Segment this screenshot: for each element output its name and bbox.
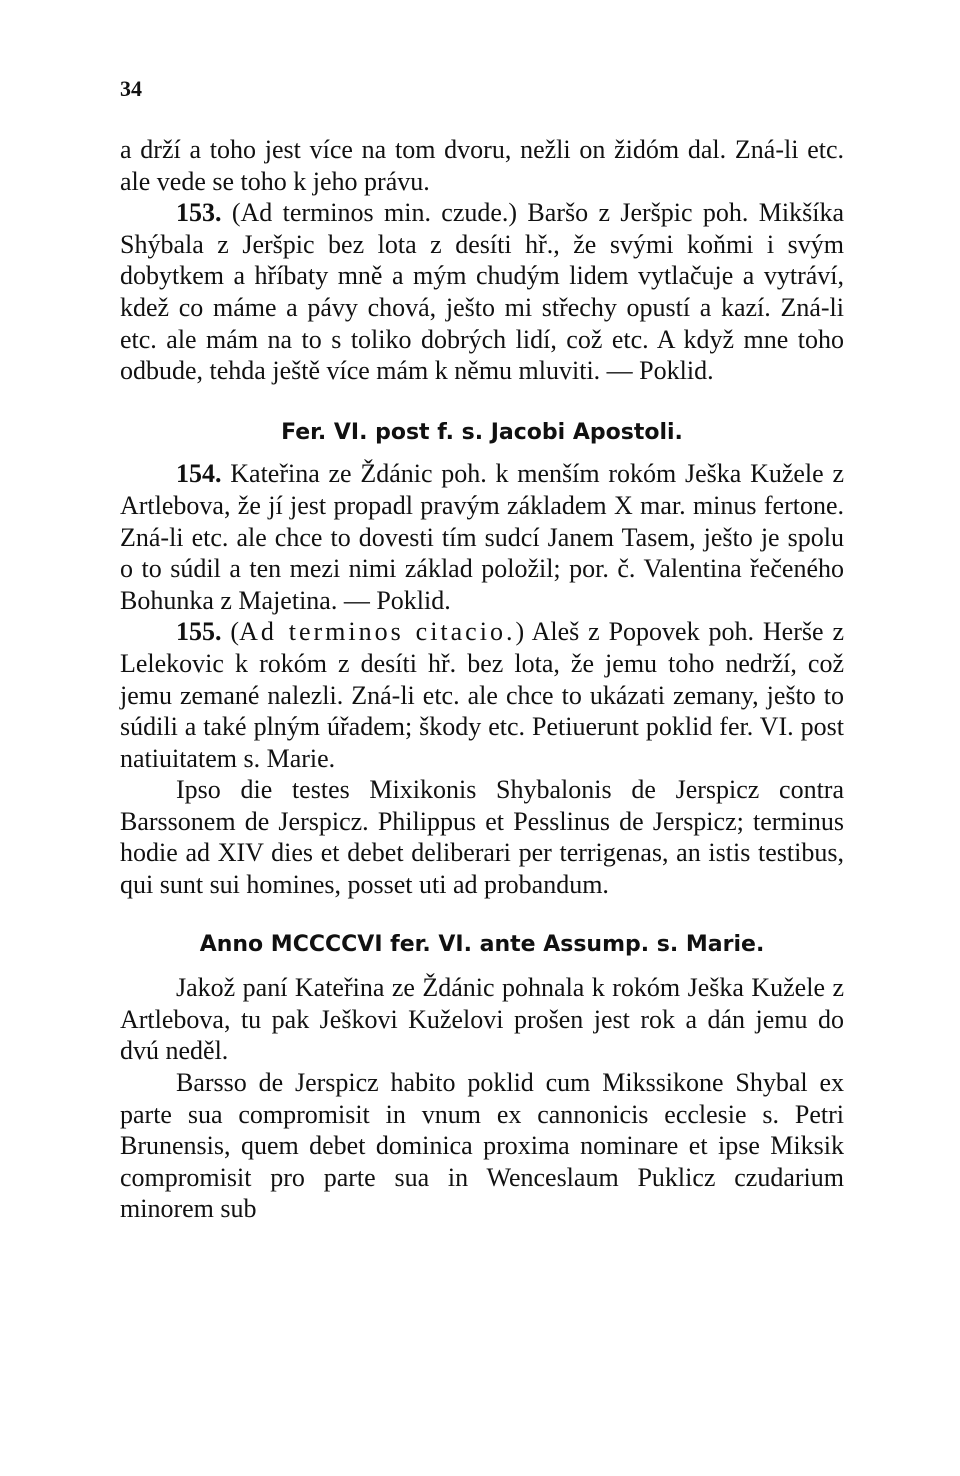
paragraph-continuation: a drží a toho jest více na tom dvoru, nežli on židóm dal. Zná-li etc. ale vede se toho k jeho právu. (120, 135, 844, 196)
page-number: 34 (120, 76, 142, 101)
paragraph-testes: Ipso die testes Mixikonis Shybalonis de Jerspicz contra Barssonem de Jerspicz. Philippus et Pesslinus de Jerspicz; terminus hodie ad XIV dies et debet deliberari per terrigenas, an istis testibus, qui sunt sui homines, posset uti ad probandum. (120, 775, 844, 900)
entry-153 (120, 197, 844, 387)
entry-spaced-term: Ad terminos citacio. (239, 617, 516, 647)
section-heading: Anno MCCCCVI fer. VI. ante Assump. s. Marie. (199, 931, 765, 957)
entry-text-pre: ( (221, 617, 240, 647)
entry-number: 153. (176, 198, 222, 228)
entry-text: (Ad terminos min. czude.) Baršo z Jeršpic poh. Mikšíka Shýbala z Jeršpic bez lota z desíti hř., že svými koňmi i svým dobytkem a hříbaty mně a mým chudým lidem vytlačuje a vytráví, kdež co máme a pávy chová, ješto mi střechy opustí a kazí. Zná-li etc. ale mám na to s toliko dobrých lidí, což etc. A když mne toho odbude, tehda ještě více mám k němu mluviti. — Poklid. (120, 198, 844, 386)
entry-number: 155. (176, 617, 222, 647)
paragraph-barsso: Barsso de Jerspicz habito poklid cum Mikssikone Shybal ex parte sua compromisit in vnum ex cannonicis ecclesie s. Petri Brunensis, quem debet dominica proxima nominare et ipse Miksik compromisit pro parte sua in Wenceslaum Puklicz czudarium minorem sub (120, 1068, 844, 1224)
paragraph-jakoz: Jakož paní Kateřina ze Ždánic pohnala k rokóm Ješka Kužele z Artlebova, tu pak Ješkovi Kuželovi prošen jest rok a dán jemu do dvú neděl. (120, 973, 844, 1066)
entry-number: 154. (176, 459, 222, 489)
entry-155 (120, 616, 844, 774)
page-body (120, 134, 844, 1225)
entry-154 (120, 458, 844, 616)
entry-text: ) Aleš z Popovek poh. Herše z Lelekovic k rokóm z desíti hř. bez lota, že jemu toho nedrží, což jemu zemané nalezli. Zná-li etc. ale chce to ukázati zemany, ješto to súdili a také plným úřadem; škody etc. Petiuerunt poklid fer. VI. post natiuitatem s. Marie. (120, 617, 844, 773)
section-heading: Fer. VI. post f. s. Jacobi Apostoli. (281, 419, 683, 445)
entry-text: Kateřina ze Ždánic poh. k menším rokóm Ješka Kužele z Artlebova, že jí jest propadl pravým základem X mar. minus fertone. Zná-li etc. ale chce to dovesti tím sudcí Janem Tasem, ješto je spolu o to súdil a ten mezi nimi základ položil; por. č. Valentina řečeného Bohunka z Majetina. — Poklid. (120, 459, 844, 615)
